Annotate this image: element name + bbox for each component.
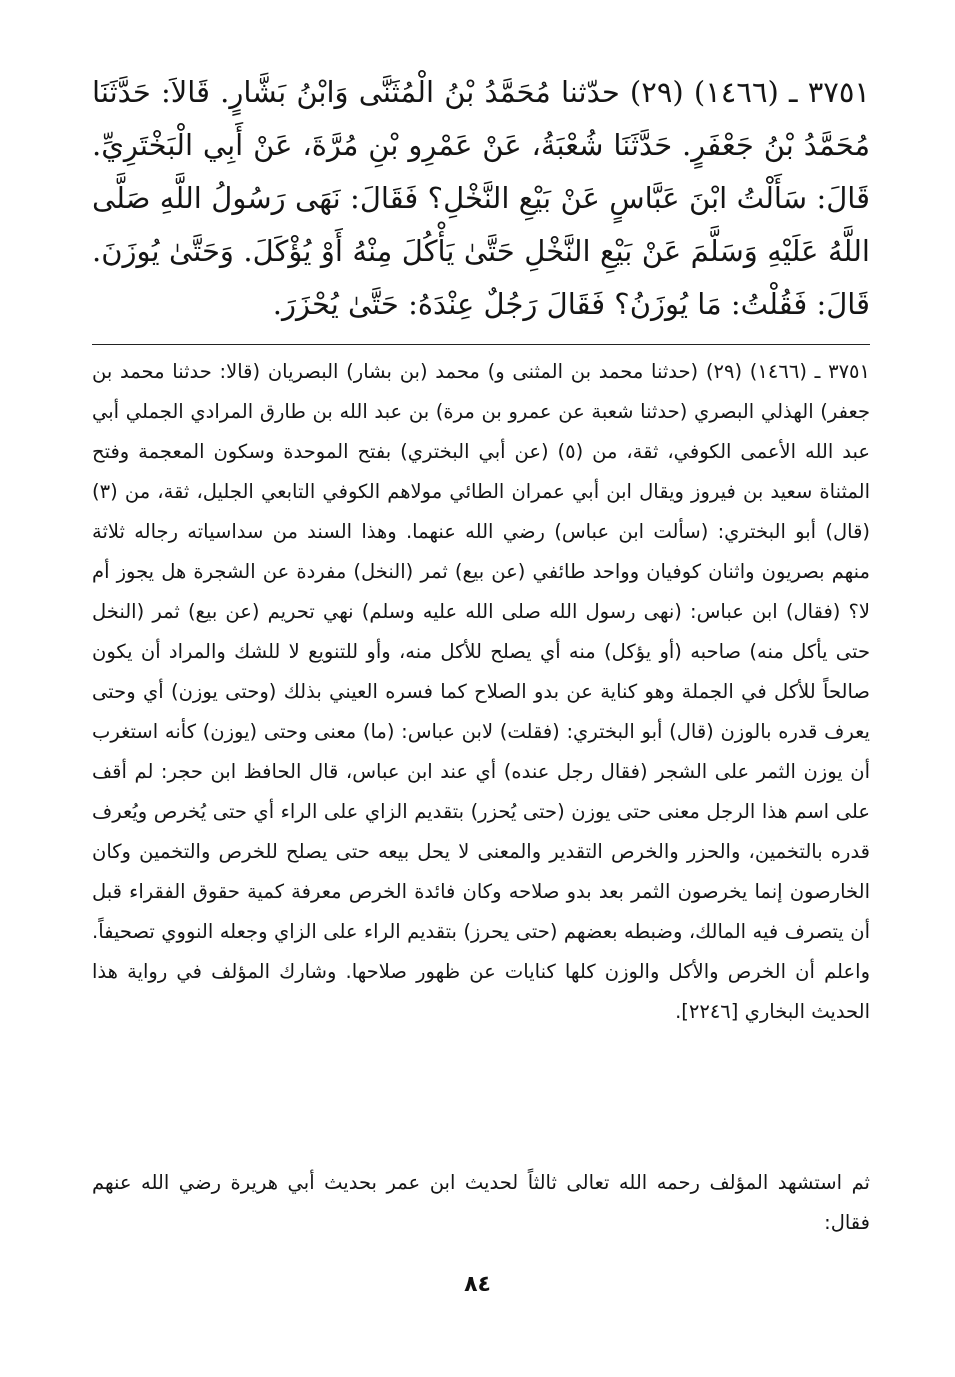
hadith-text: ٣٧٥١ ـ (١٤٦٦) (٢٩) حدّثنا مُحَمَّدُ بْنُ الْمُثَنَّى وَابْنُ بَشَّارٍ. قَالاَ: حَدَّثَنَا مُحَمَّدُ بْنُ جَعْفَرٍ. حَدَّثَنَا شُعْبَةُ، عَنْ عَمْرِو بْنِ مُرَّةَ، عَنْ أَبِي الْبَخْتَرِيِّ. قَالَ: سَأَلْتُ ابْنَ عَبَّاسٍ عَنْ بَيْعِ النَّخْلِ؟ فَقَالَ: نَهَى رَسُولُ اللَّهِ صَلَّى اللَّهُ عَلَيْهِ وَسَلَّمَ عَنْ بَيْعِ النَّخْلِ حَتَّىٰ يَأْكُلَ مِنْهُ أَوْ يُؤْكَلَ. وَحَتَّىٰ يُوزَنَ. قَالَ: فَقُلْتُ: مَا يُوزَنُ؟ فَقَالَ رَجُلٌ عِنْدَهُ: حَتَّىٰ يُحْزَرَ. bbox=[92, 75, 870, 321]
commentary-text: ٣٧٥١ ـ (١٤٦٦) (٢٩) (حدثنا محمد بن المثنى و) محمد (بن بشار) البصريان (قالا: حدثنا محمد بن جعفر) الهذلي البصري (حدثنا شعبة عن عمرو بن مرة) بن عبد الله بن طارق المرادي الجملي أبي عبد الله الأعمى الكوفي، ثقة، من (٥) (عن أبي البختري) بفتح الموحدة وسكون المعجمة وفتح المثناة سعيد بن فيروز ويقال ابن أبي عمران الطائي مولاهم الكوفي التابعي الجليل، ثقة، من (٣) (قال) أبو البختري: (سألت ابن عباس) رضي الله عنهما. وهذا السند من سداسياته رجاله ثلاثة منهم بصريون واثنان كوفيان وواحد طائفي (عن بيع) ثمر (النخل) مفردة عن الشجرة هل يجوز أم لا؟ (فقال) ابن عباس: (نهى رسول الله صلى الله عليه وسلم) نهي تحريم (عن بيع) ثمر (النخل حتى يأكل منه) صاحبه (أو يؤكل) منه أي يصلح للأكل منه، وأو للتنويع لا للشك والمراد أن يكون صالحاً للأكل في الجملة وهو كناية عن بدو الصلاح كما فسره العيني بذلك (وحتى يوزن) أي وحتى يعرف قدره بالوزن (قال) أبو البختري: (فقلت) لابن عباس: (ما) معنى وحتى (يوزن) كأنه استغرب أن يوزن الثمر على الشجر (فقال رجل عنده) أي عند ابن عباس، قال الحافظ ابن حجر: لم أقف على اسم هذا الرجل معنى حتى يوزن (حتى يُحزر) بتقديم الزاي على الراء أي حتى يُخرص ويُعرف قدره بالتخمين، والحزر والخرص التقدير والمعنى لا يحل بيعه حتى يصلح للخرص والتخمين وكان الخارصون إنما يخرصون الثمر بعد بدو صلاحه وكان فائدة الخرص معرفة كمية حقوق الفقراء قبل أن يتصرف فيه المالك، وضبطه بعضهم (حتى يحرز) بتقديم الراء على الزاي وجعله النووي تصحيفاً. واعلم أن الخرص والأكل والوزن كلها كنايات عن ظهور صلاحها. وشارك المؤلف في رواية هذا الحديث البخاري [٢٢٤٦]. bbox=[92, 360, 871, 1023]
closing-paragraph: ثم استشهد المؤلف رحمه الله تعالى ثالثاً لحديث ابن عمر بحديث أبي هريرة رضي الله عنهم فقال: bbox=[92, 1171, 870, 1234]
page-number: ٨٤ bbox=[464, 1272, 491, 1297]
footnote-divider bbox=[92, 344, 870, 345]
